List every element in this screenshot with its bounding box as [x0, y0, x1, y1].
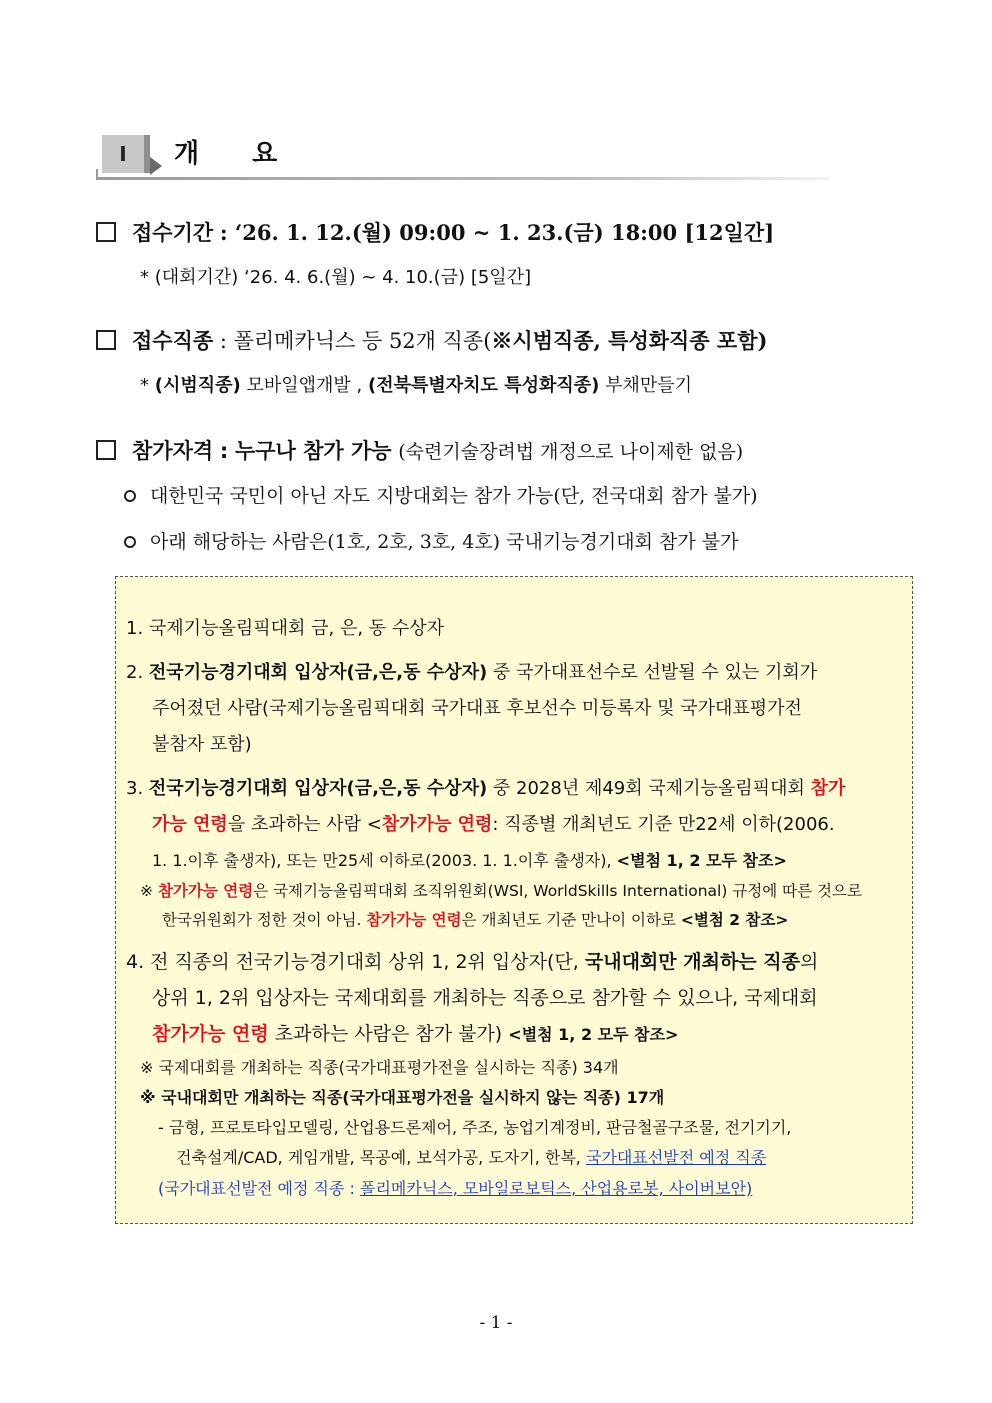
checkbox-square-icon: [96, 330, 116, 350]
section-underline-corner: [96, 169, 104, 180]
age-limit-red: 참가가능 연령: [157, 882, 254, 900]
item-4-text: 초과하는 사람은 참가 불가): [274, 1023, 503, 1045]
disqualification-box: [115, 576, 913, 1224]
box-note-trades-line2: [176, 1145, 766, 1168]
item-2-rest: 중 국가대표선수로 선발될 수 있는 기회가: [492, 662, 818, 683]
section-underline: [96, 177, 831, 180]
box-item-4-line3: [152, 1019, 678, 1046]
eligibility-value-bold: 누구나 참가 가능: [234, 438, 392, 463]
trades-label: 접수직종: [132, 329, 214, 353]
selection-trades-list-link[interactable]: 폴리메카닉스, 모바일로보틱스, 산업용로봇, 사이버보안): [360, 1179, 753, 1198]
trades-note: [140, 371, 692, 397]
note-text: 은 국제기능올림픽대회 조직위원회(WSI, WorldSkills International) 규정에 따른 것으로: [253, 882, 862, 900]
period-line: [132, 217, 774, 247]
eligibility-line: [132, 435, 743, 465]
box-item-3-note2: [162, 908, 788, 930]
box-item-3-note1: [140, 879, 862, 901]
note-star: *: [140, 375, 149, 396]
box-item-4-line1: [126, 947, 818, 974]
appendix-ref: <별첨 2 참조>: [680, 911, 789, 929]
eligibility-item: 대한민국 국민이 아닌 자도 지방대회는 참가 가능(단, 전국대회 참가 불가): [150, 485, 758, 507]
item-3-text: 을 초과하는 사람 <: [227, 814, 382, 835]
period-value: : ‘26. 1. 12.(월) 09:00 ~ 1. 23.(금) 18:00 [12일간]: [219, 220, 775, 245]
item-2-bold: 전국기능경기대회 입상자(금,은,동 수상자): [148, 662, 488, 683]
item-3-red: 참가: [810, 778, 846, 799]
box-note-trades-line3: [158, 1176, 752, 1199]
pilot-trade-label: (시범직종): [154, 375, 241, 396]
appendix-ref: <별첨 1, 2 모두 참조>: [508, 1025, 679, 1044]
note-text: 은 개최년도 기준 만나이 이하로: [461, 911, 676, 929]
box-item-4-line2: 상위 1, 2위 입상자는 국제대회를 개최하는 직종으로 참가할 수 있으나, 국제대회: [152, 987, 818, 1009]
special-trade-label: (전북특별자치도 특성화직종): [368, 375, 600, 396]
trades-line: [132, 325, 767, 355]
selection-trades-link[interactable]: 국가대표선발전 예정 직종: [586, 1148, 767, 1167]
section-arrow-icon: [150, 157, 162, 175]
age-limit-red: 가능 연령: [152, 814, 228, 835]
box-item-2-line1: [126, 658, 817, 684]
item-4-bold: 국내대회만 개최하는 직종: [584, 951, 800, 973]
item-3-rest: 중 2028년 제49회 국제기능올림픽대회: [492, 778, 805, 799]
eligibility-item: 아래 해당하는 사람은(1호, 2호, 3호, 4호) 국내기능경기대회 참가 불가: [150, 531, 739, 553]
item-3-text: : 직종별 개최년도 기준 만22세 이하(2006.: [492, 814, 835, 835]
box-note-trades-line1: - 금형, 프로토타입모델링, 산업용드론제어, 주조, 농업기계정비, 판금철골구조물, 전기기기,: [158, 1118, 792, 1137]
eligibility-colon: :: [219, 439, 229, 463]
pilot-trade-value: 모바일앱개발 ,: [246, 375, 363, 396]
checkbox-square-icon: [96, 440, 116, 460]
box-item-2-line3: 불참자 포함): [152, 734, 252, 755]
age-limit-red: 참가가능 연령: [152, 1023, 269, 1045]
note-text: 한국위원회가 정한 것이 아님.: [162, 911, 362, 929]
selection-trades-label: (국가대표선발전 예정 직종 :: [158, 1179, 355, 1198]
age-limit-red: 참가가능 연령: [381, 814, 493, 835]
period-label: 접수기간: [132, 221, 214, 245]
box-item-2-line2: 주어졌던 사람(국제기능올림픽대회 국가대표 후보선수 미등록자 및 국가대표평가전: [152, 698, 802, 719]
item-3-text: 1. 1.이후 출생자), 또는 만25세 이하로(2003. 1. 1.이후 출생자),: [152, 851, 612, 870]
age-limit-red: 참가가능 연령: [366, 911, 462, 929]
eligibility-label: 참가자격: [132, 439, 214, 463]
item-3-bold: 전국기능경기대회 입상자(금,은,동 수상자): [148, 778, 488, 799]
appendix-ref: <별첨 1, 2 모두 참조>: [616, 851, 787, 870]
eligibility-value-rest: (숙련기술장려법 개정으로 나이제한 없음): [398, 441, 744, 463]
box-item-3-line1: [126, 774, 845, 800]
item-4-text: 4. 전 직종의 전국기능경기대회 상위 1, 2위 입상자(단,: [126, 951, 579, 973]
page-number: - 1 -: [479, 1313, 513, 1333]
box-item-3-line2: [152, 810, 835, 836]
box-item-3-line3: [152, 848, 787, 871]
note-mark: ※: [140, 882, 153, 900]
period-note: * (대회기간) ‘26. 4. 6.(월) ~ 4. 10.(금) [5일간]: [140, 267, 532, 288]
trades-value: : 폴리메카닉스 등 52개 직종(: [219, 329, 492, 353]
box-note-intl: ※ 국제대회를 개최하는 직종(국가대표평가전을 실시하는 직종) 34개: [140, 1058, 619, 1077]
trades-list: 건축설계/CAD, 게임개발, 목공예, 보석가공, 도자기, 한복,: [176, 1148, 581, 1167]
checkbox-square-icon: [96, 222, 116, 242]
item-number: 3.: [126, 778, 144, 799]
box-item-1: 1. 국제기능올림픽대회 금, 은, 동 수상자: [126, 618, 445, 639]
item-number: 2.: [126, 662, 144, 683]
circle-bullet-icon: [124, 490, 136, 502]
circle-bullet-icon: [124, 536, 136, 548]
special-trade-value: 부채만들기: [605, 375, 693, 396]
box-note-domestic: ※ 국내대회만 개최하는 직종(국가대표평가전을 실시하지 않는 직종) 17개: [140, 1088, 665, 1107]
section-title: 개 요: [174, 139, 300, 169]
section-number: Ⅰ: [102, 135, 150, 173]
item-4-text: 의: [799, 951, 819, 973]
trades-value-bold: ※시범직종, 특성화직종 포함): [491, 328, 768, 353]
section-header: [96, 133, 831, 181]
